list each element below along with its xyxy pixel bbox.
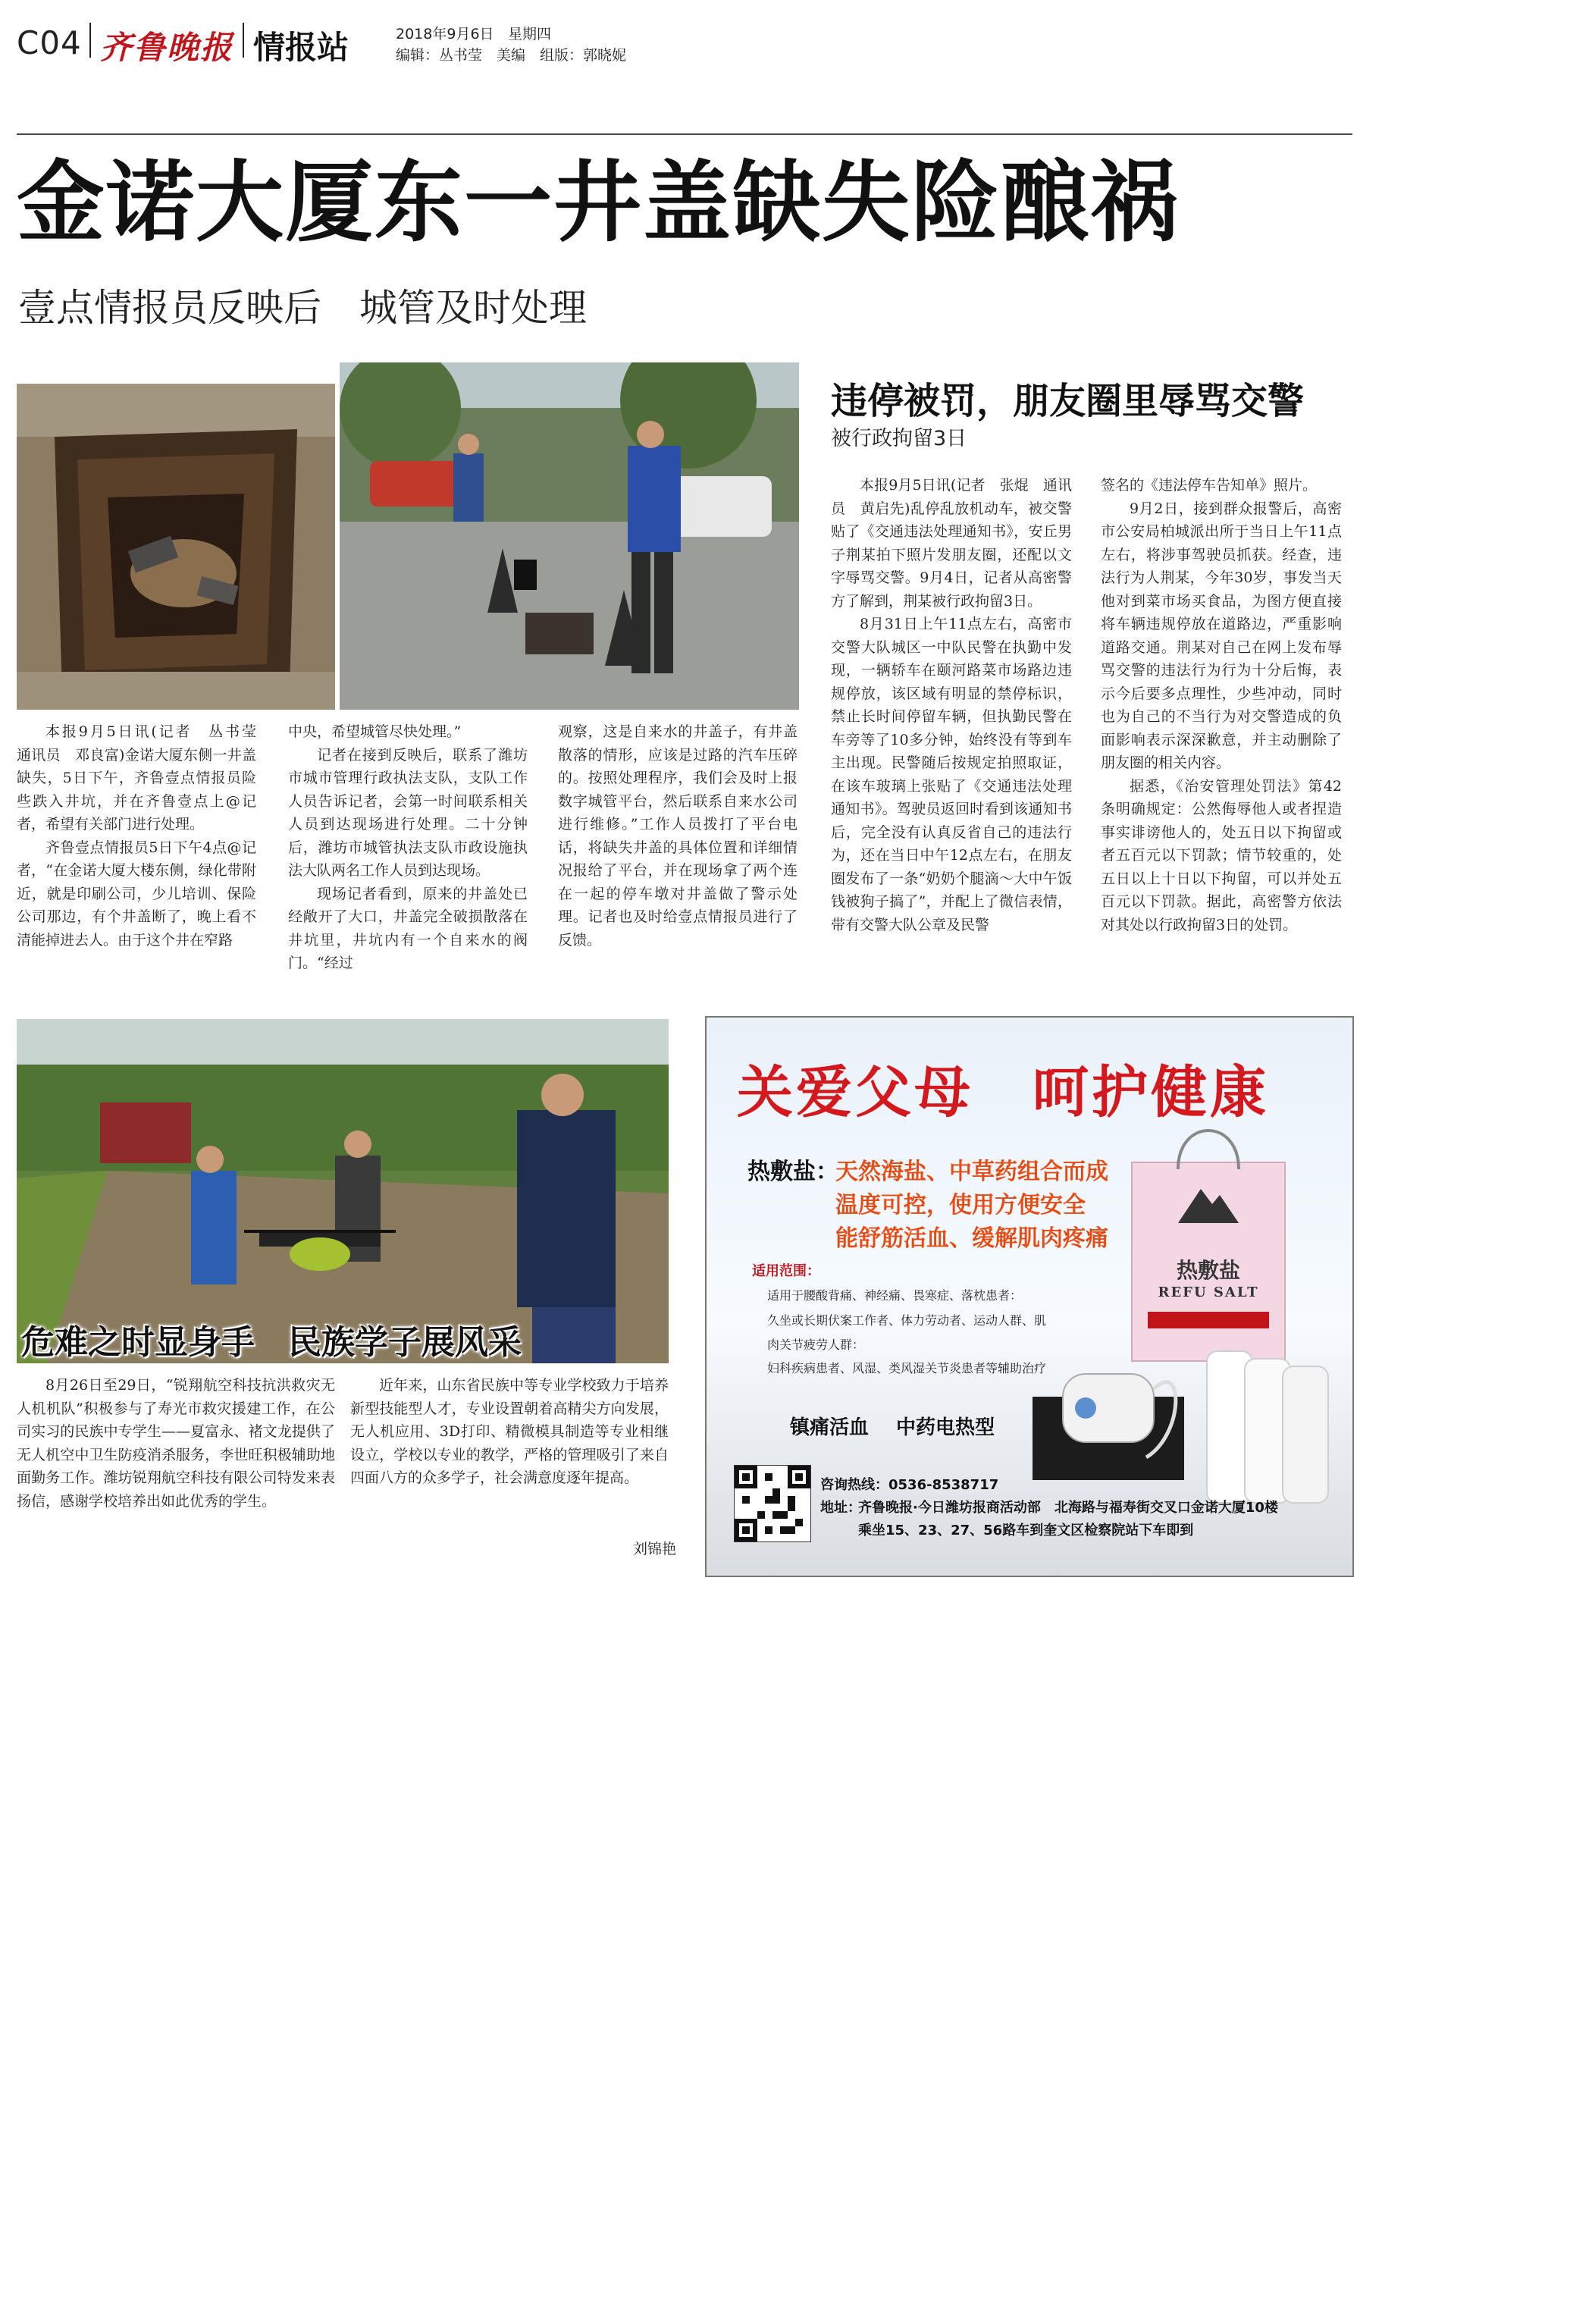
ad-address-prefix: 地址： xyxy=(820,1500,861,1516)
paper-logo: 齐鲁晚报 xyxy=(100,29,234,66)
workers-photo xyxy=(340,362,799,710)
issue-weekday: 星期四 xyxy=(508,26,552,42)
paragraph: 本报9月5日讯(记者 丛书莹 通讯员 邓良富)金诺大厦东侧一井盖缺失，5日下午，齐鲁壹点情报员险些跌入井坑，并在齐鲁壹点上@记者，希望有关部门进行处理。 xyxy=(17,723,271,833)
paragraph: 中央，希望城管尽快处理。” xyxy=(288,723,462,740)
ad-slogan: 关爱父母 呵护健康 xyxy=(737,1060,1269,1125)
paragraph: 本报9月5日讯(记者 张焜 通讯员 黄启先)乱停乱放机动车，被交警贴了《交通违法处理通知书》，安丘男子荆某拍下照片发朋友圈，还配以文字辱骂交警。9月4日，记者从高密警方了解到，荆某被行政拘留3日。 xyxy=(831,477,1072,610)
masthead-rule xyxy=(17,133,1352,135)
traffic-subhead: 被行政拘留3日 xyxy=(831,427,967,450)
ad-feature-2: 温度可控，使用方便安全 xyxy=(835,1192,1086,1218)
qr-code-icon[interactable] xyxy=(734,1465,811,1542)
ad-scope-title: 适用范围： xyxy=(752,1263,820,1279)
paragraph: 记者在接到反映后，联系了潍坊市城市管理行政执法支队，支队工作人员告诉记者，会第一时间联系相关人员到达现场进行处理。二十分钟后，潍坊市城管执法支队市政设施执法大队两名工作人员到达现场。 xyxy=(288,746,528,879)
issue-date: 2018年9月6日 xyxy=(396,26,494,42)
paragraph: 齐鲁壹点情报员5日下午4点@记者，“在金诺大厦大楼东侧，绿化带附近，就是印刷公司，少儿培训、保险公司那边，有个井盖断了，晚上看不清能掉进去人。由于这个井在窄路 xyxy=(17,839,256,949)
ad-address: 齐鲁晚报·今日潍坊报商活动部 北海路与福寿街交叉口金诺大厦10楼 xyxy=(858,1500,1278,1516)
traffic-column-2 xyxy=(1101,474,1342,936)
brand-mountain-icon xyxy=(1174,1181,1243,1227)
ad-product-label: 热敷盐： xyxy=(747,1159,838,1185)
ad-bus-directions: 乘坐15、23、27、56路车到奎文区检察院站下车即到 xyxy=(858,1523,1194,1538)
paragraph: 签名的《违法停车告知单》照片。 xyxy=(1101,477,1318,494)
traffic-headline: 违停被罚，朋友圈里辱骂交警 xyxy=(831,380,1305,422)
paragraph: 据悉，《治安管理处罚法》第42条明确规定：公然侮辱他人或者捏造事实诽谤他人的，处五日以下拘留或者五百元以下罚款；情节较重的，处五日以上十日以下拘留，可以并处五百元以下罚款。据此，高密警方依法对其处以行政拘留3日的处罚。 xyxy=(1101,777,1342,933)
paragraph: 观察，这是自来水的井盖子，有井盖散落的情形，应该是过路的汽车压碎的。按照处理程序，我们会及时上报数字城管平台，然后联系自来水公司进行维修。”工作人员拨打了平台电话，将缺失井盖的具体位置和详细情况报给了平台，并在现场拿了两个连在一起的停车墩对井盖做了警示处理。记者也及时给壹点情报员进行了反馈。 xyxy=(558,723,798,949)
section-title: 情报站 xyxy=(253,29,349,66)
ad-tagline-left: 镇痛活血 xyxy=(790,1416,870,1439)
drone-column-2 xyxy=(350,1374,669,1490)
product-bag xyxy=(1131,1162,1286,1362)
lead-column-2 xyxy=(288,720,528,975)
bag-handle-icon xyxy=(1170,1110,1246,1171)
drone-column-1 xyxy=(17,1374,335,1513)
paragraph: 近年来，山东省民族中等专业学校致力于培养新型技能型人才，专业设置朝着高精尖方向发展，无人机应用、3D打印、精微模具制造等专业相继设立，学校以专业的教学，严格的管理吸引了来自四面八方的众多学子，社会满意度逐年提高。 xyxy=(350,1377,669,1486)
health-ad xyxy=(705,1016,1354,1577)
page-number: C04 xyxy=(17,24,82,61)
lead-subhead: 壹点情报员反映后 城管及时处理 xyxy=(18,286,587,330)
lead-column-3 xyxy=(558,720,798,952)
editor-credits: 编辑：丛书莹 美编 组版：郭晓妮 xyxy=(396,47,627,64)
masthead-divider xyxy=(243,23,244,58)
ad-scope-item: 适用于腰酸背痛、神经痛、畏寒症、落枕患者： xyxy=(767,1288,1023,1303)
paragraph: 9月2日，接到群众报警后，高密市公安局柏城派出所于当日上午11点左右，将涉事驾驶员抓获。经查，违法行为人荆某，今年30岁，事发当天他对到菜市场买食品，为图方便直接将车辆违规停放在道路边，严重影响道路交通。荆某对自己在网上发布辱骂交警的违法行为行为十分后悔，表示今后要多点理性，少些冲动，同时也为自己的不当行为对交警造成的负面影响表示深深歉意，并主动删除了朋友圈的相关内容。 xyxy=(1101,500,1342,771)
byline: 刘锦艳 xyxy=(632,1541,676,1557)
paragraph: 现场记者看到，原来的井盖处已经敞开了大口，井盖完全破损散落在井坑里，井坑内有一个自来水的阀门。“经过 xyxy=(288,885,528,971)
drone-photo-caption: 危难之时显身手 民族学子展风采 xyxy=(21,1323,522,1362)
ad-tagline-right: 中药电热型 xyxy=(896,1416,995,1439)
traffic-column-1 xyxy=(831,474,1072,936)
ad-scope-item: 妇科疾病患者、风湿、类风湿关节炎患者等辅助治疗 xyxy=(767,1361,1047,1375)
ad-feature-1: 天然海盐、中草药组合而成 xyxy=(835,1159,1108,1185)
heating-pads xyxy=(1192,1344,1343,1510)
lead-column-1 xyxy=(17,720,271,952)
bag-title: 热敷盐 xyxy=(1176,1258,1240,1283)
masthead-divider xyxy=(89,23,91,58)
ad-scope-item: 久坐或长期伏案工作者、体力劳动者、运动人群、肌肉关节疲劳人群： xyxy=(767,1313,1047,1352)
paragraph: 8月31日上午11点左右，高密市交警大队城区一中队民警在执勤中发现，一辆轿车在颐河路菜市场路边违规停放，该区域有明显的禁停标识，禁止长时间停留车辆，但执勤民警在车旁等了10多分钟，始终没有等到车主出现。民警随后按规定拍照取证，在该车玻璃上张贴了《交通违法处理通知书》。驾驶员返回时看到该通知书后，完全没有认真反省自己的违法行为，还在当日中午12点左右，在朋友圈发布了一条“奶奶个腿滴～大中午饭钱被狗子搞了”，并配上了微信表情，带有交警大队公章及民警 xyxy=(831,616,1072,933)
bag-stripe xyxy=(1148,1312,1269,1328)
ad-hotline: 咨询热线：0536-8538717 xyxy=(820,1477,999,1493)
paragraph: 8月26日至29日，“锐翔航空科技抗洪救灾无人机机队”积极参与了寿光市救灾援建工作，在公司实习的民族中专学生——夏富永、褚文龙提供了无人机空中卫生防疫消杀服务，李世旺积极辅助地面勤务工作。潍坊锐翔航空科技有限公司特发来表扬信，感谢学校培养出如此优秀的学生。 xyxy=(17,1377,335,1510)
heat-controller xyxy=(1033,1344,1199,1480)
drone-photo xyxy=(17,1019,669,1363)
ad-feature-3: 能舒筋活血、缓解肌肉疼痛 xyxy=(835,1225,1108,1252)
lead-headline: 金诺大厦东一井盖缺失险酿祸 xyxy=(17,152,1180,254)
bag-subtitle: REFU SALT xyxy=(1158,1284,1259,1300)
manhole-photo xyxy=(17,384,335,710)
